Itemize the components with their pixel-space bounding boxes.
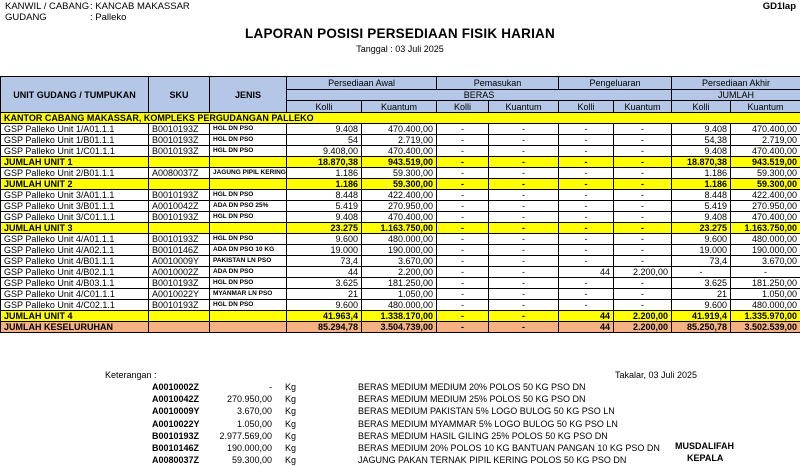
cell-awal-k: 41.963,4: [287, 311, 362, 322]
cell-awal-k: 9.408: [287, 212, 362, 223]
cell-in-k: -: [437, 223, 489, 234]
cell-out-k: -: [559, 289, 614, 300]
cell-out-k: 44: [559, 267, 614, 278]
note-unit: Kg: [285, 393, 296, 405]
cell-jenis: PAKISTAN LN PSO: [210, 256, 287, 267]
kanwil-value: : KANCAB MAKASSAR: [90, 1, 190, 12]
cell-out-k: -: [559, 223, 614, 234]
col-pengeluaran-header: Pengeluaran: [559, 77, 672, 90]
cell-in-k: -: [437, 124, 489, 135]
col-kuantum-header: Kuantum: [614, 101, 672, 113]
cell-jenis: ADA DN PSO: [210, 267, 287, 278]
note-unit: Kg: [285, 430, 296, 442]
cell-in-k: -: [437, 168, 489, 179]
cell-awal-q: 943.519,00: [362, 157, 437, 168]
cell-sku: [149, 322, 210, 333]
cell-jenis: [210, 223, 287, 234]
cell-out-q: 2.200,00: [614, 267, 672, 278]
cell-akhir-k: 3.625: [672, 278, 731, 289]
cell-in-q: -: [489, 201, 559, 212]
cell-in-k: -: [437, 212, 489, 223]
cell-akhir-k: 1.186: [672, 168, 731, 179]
cell-sku: B0010193Z: [149, 300, 210, 311]
cell-unit: JUMLAH UNIT 1: [1, 157, 149, 168]
cell-akhir-k: 9.408: [672, 124, 731, 135]
beras-header: BERAS: [287, 90, 672, 101]
table-row: [1, 300, 800, 311]
cell-akhir-k: 19.000: [672, 245, 731, 256]
cell-in-q: -: [489, 289, 559, 300]
cell-sku: A0080037Z: [149, 168, 210, 179]
table-row: [1, 267, 800, 278]
cell-out-q: -: [614, 157, 672, 168]
col-pemasukan-header: Pemasukan: [437, 77, 559, 90]
signer-name: MUSDALIFAH: [675, 441, 734, 451]
cell-out-q: -: [614, 168, 672, 179]
cell-jenis: HGL DN PSO: [210, 190, 287, 201]
cell-akhir-k: 8.448: [672, 190, 731, 201]
cell-jenis: [210, 311, 287, 322]
cell-in-q: -: [489, 234, 559, 245]
cell-in-q: -: [489, 179, 559, 190]
cell-unit: GSP Palleko Unit 4/B01.1.1: [1, 256, 149, 267]
cell-awal-k: 18.870,38: [287, 157, 362, 168]
cell-awal-q: 1.163.750,00: [362, 223, 437, 234]
table-row: [1, 234, 800, 245]
cell-awal-k: 1.186: [287, 179, 362, 190]
subtotal-row: [1, 157, 800, 168]
note-desc: JAGUNG PAKAN TERNAK PIPIL KERING POLOS 50 KG PSO DN: [358, 454, 626, 466]
col-kuantum-header: Kuantum: [731, 101, 800, 113]
cell-jenis: ADA DN PSO 10 KG: [210, 245, 287, 256]
cell-jenis: JAGUNG PIPIL KERING: [210, 168, 287, 179]
cell-in-q: -: [489, 311, 559, 322]
note-unit: Kg: [285, 405, 296, 417]
cell-unit: GSP Palleko Unit 1/A01.1.1: [1, 124, 149, 135]
note-value: 1.050,00: [200, 418, 272, 430]
cell-sku: B0010146Z: [149, 245, 210, 256]
cell-awal-q: 1.338.170,00: [362, 311, 437, 322]
cell-awal-k: 44: [287, 267, 362, 278]
cell-akhir-k: 1.186: [672, 179, 731, 190]
cell-unit: JUMLAH UNIT 3: [1, 223, 149, 234]
cell-sku: A0010002Z: [149, 267, 210, 278]
cell-awal-k: 54: [287, 135, 362, 146]
cell-akhir-q: 270.950,00: [731, 201, 800, 212]
cell-unit: GSP Palleko Unit 4/C02.1.1: [1, 300, 149, 311]
cell-jenis: MYANMAR LN PSO: [210, 289, 287, 300]
cell-sku: [149, 179, 210, 190]
cell-in-k: -: [437, 179, 489, 190]
cell-out-k: -: [559, 245, 614, 256]
cell-in-q: -: [489, 124, 559, 135]
col-kolli-header: Kolli: [672, 101, 731, 113]
cell-out-q: -: [614, 300, 672, 311]
cell-akhir-q: 943.519,00: [731, 157, 800, 168]
office-row: KANTOR CABANG MAKASSAR, KOMPLEKS PERGUDANGAN PALLEKO: [1, 113, 800, 124]
cell-jenis: HGL DN PSO: [210, 124, 287, 135]
cell-in-k: -: [437, 201, 489, 212]
cell-awal-k: 85.294,78: [287, 322, 362, 333]
cell-out-k: -: [559, 179, 614, 190]
cell-awal-k: 9.408,00: [287, 146, 362, 157]
col-kuantum-header: Kuantum: [362, 101, 437, 113]
cell-out-k: -: [559, 212, 614, 223]
cell-akhir-q: 3.502.539,00: [731, 322, 800, 333]
note-code: A0010022Y: [152, 418, 232, 430]
col-kolli-header: Kolli: [437, 101, 489, 113]
cell-awal-k: 21: [287, 289, 362, 300]
cell-akhir-q: 59.300,00: [731, 179, 800, 190]
notes-label: Keterangan :: [105, 370, 157, 380]
note-desc: BERAS MEDIUM 20% POLOS 10 KG BANTUAN PANGAN 10 KG PSO DN: [358, 442, 660, 454]
cell-out-q: -: [614, 245, 672, 256]
cell-unit: GSP Palleko Unit 4/B03.1.1: [1, 278, 149, 289]
cell-unit: JUMLAH UNIT 4: [1, 311, 149, 322]
report-date: Tanggal : 03 Juli 2025: [0, 44, 800, 54]
cell-awal-q: 190.000,00: [362, 245, 437, 256]
cell-sku: B0010193Z: [149, 212, 210, 223]
cell-jenis: ADA DN PSO 25%: [210, 201, 287, 212]
cell-out-k: -: [559, 146, 614, 157]
table-row: [1, 256, 800, 267]
cell-akhir-q: 480.000,00: [731, 234, 800, 245]
cell-awal-q: 2.200,00: [362, 267, 437, 278]
cell-out-q: -: [614, 124, 672, 135]
cell-awal-q: 470.400,00: [362, 124, 437, 135]
cell-unit: GSP Palleko Unit 4/B02.1.1: [1, 267, 149, 278]
cell-unit: JUMLAH KESELURUHAN: [1, 322, 149, 333]
cell-akhir-k: 9.600: [672, 234, 731, 245]
cell-in-k: -: [437, 245, 489, 256]
note-value: 59.300,00: [200, 454, 272, 466]
cell-akhir-q: 190.000,00: [731, 245, 800, 256]
note-code: A0010009Y: [152, 405, 232, 417]
cell-akhir-q: 470.400,00: [731, 124, 800, 135]
cell-awal-k: 3.625: [287, 278, 362, 289]
note-value: 2.977.569,00: [200, 430, 272, 442]
cell-out-k: -: [559, 201, 614, 212]
cell-in-k: -: [437, 300, 489, 311]
subtotal-row: [1, 311, 800, 322]
cell-akhir-k: 18.870,38: [672, 157, 731, 168]
cell-out-q: 2.200,00: [614, 311, 672, 322]
cell-in-k: -: [437, 278, 489, 289]
cell-awal-q: 422.400,00: [362, 190, 437, 201]
cell-unit: GSP Palleko Unit 4/C01.1.1: [1, 289, 149, 300]
cell-out-q: -: [614, 212, 672, 223]
cell-in-k: -: [437, 234, 489, 245]
cell-akhir-q: 59.300,00: [731, 168, 800, 179]
cell-unit: GSP Palleko Unit 4/A02.1.1: [1, 245, 149, 256]
cell-out-k: -: [559, 124, 614, 135]
note-code: B0010193Z: [152, 430, 232, 442]
cell-akhir-q: 422.400,00: [731, 190, 800, 201]
cell-jenis: HGL DN PSO: [210, 146, 287, 157]
note-desc: BERAS MEDIUM HASIL GILING 25% POLOS 50 KG PSO DN: [358, 430, 608, 442]
subtotal-row: [1, 179, 800, 190]
cell-awal-k: 19.000: [287, 245, 362, 256]
cell-sku: B0010193Z: [149, 135, 210, 146]
cell-in-k: -: [437, 289, 489, 300]
note-value: 3.670,00: [200, 405, 272, 417]
cell-jenis: HGL DN PSO: [210, 300, 287, 311]
cell-in-k: -: [437, 157, 489, 168]
col-kolli-header: Kolli: [287, 101, 362, 113]
cell-akhir-k: 9.408: [672, 146, 731, 157]
note-unit: Kg: [285, 454, 296, 466]
cell-akhir-k: 23.275: [672, 223, 731, 234]
cell-sku: [149, 223, 210, 234]
cell-akhir-k: 41.919,4: [672, 311, 731, 322]
cell-unit: GSP Palleko Unit 3/B01.1.1: [1, 201, 149, 212]
table-row: [1, 201, 800, 212]
cell-jenis: [210, 179, 287, 190]
table-row: [1, 245, 800, 256]
cell-akhir-q: -: [731, 267, 800, 278]
cell-awal-q: 59.300,00: [362, 168, 437, 179]
cell-akhir-k: 9.600: [672, 300, 731, 311]
cell-awal-k: 9.408: [287, 124, 362, 135]
note-code: A0010042Z: [152, 393, 232, 405]
cell-awal-q: 480.000,00: [362, 234, 437, 245]
cell-awal-q: 470.400,00: [362, 146, 437, 157]
cell-jenis: [210, 157, 287, 168]
cell-out-k: -: [559, 168, 614, 179]
cell-akhir-k: 85.250,78: [672, 322, 731, 333]
table-row: [1, 168, 800, 179]
cell-akhir-q: 1.335.970,00: [731, 311, 800, 322]
table-row: [1, 289, 800, 300]
cell-unit: GSP Palleko Unit 3/A01.1.1: [1, 190, 149, 201]
cell-in-q: -: [489, 190, 559, 201]
note-desc: BERAS MEDIUM PAKISTAN 5% LOGO BULOG 50 KG PSO LN: [358, 405, 615, 417]
col-unit-header: UNIT GUDANG / TUMPUKAN: [1, 77, 149, 113]
cell-out-k: 44: [559, 322, 614, 333]
cell-in-q: -: [489, 322, 559, 333]
cell-in-k: -: [437, 311, 489, 322]
cell-akhir-q: 480.000,00: [731, 300, 800, 311]
cell-out-q: -: [614, 223, 672, 234]
note-value: 270.950,00: [200, 393, 272, 405]
table-row: [1, 135, 800, 146]
note-desc: BERAS MEDIUM MEDIUM 25% POLOS 50 KG PSO DN: [358, 393, 586, 405]
table-row: [1, 278, 800, 289]
stock-table: [0, 76, 800, 333]
table-row: [1, 124, 800, 135]
col-awal-header: Persediaan Awal: [287, 77, 437, 90]
cell-out-q: -: [614, 201, 672, 212]
cell-akhir-k: 54,38: [672, 135, 731, 146]
cell-jenis: HGL DN PSO: [210, 234, 287, 245]
cell-awal-q: 181.250,00: [362, 278, 437, 289]
cell-akhir-k: -: [672, 267, 731, 278]
cell-out-q: -: [614, 179, 672, 190]
cell-awal-q: 480.000,00: [362, 300, 437, 311]
cell-in-q: -: [489, 146, 559, 157]
cell-out-q: -: [614, 289, 672, 300]
kanwil-label: KANWIL / CABANG: [5, 1, 89, 12]
cell-unit: GSP Palleko Unit 1/C01.1.1: [1, 146, 149, 157]
cell-in-q: -: [489, 300, 559, 311]
cell-out-k: -: [559, 157, 614, 168]
cell-sku: A0010009Y: [149, 256, 210, 267]
cell-sku: B0010193Z: [149, 124, 210, 135]
cell-akhir-k: 9.408: [672, 212, 731, 223]
grand-total-row: [1, 322, 800, 333]
cell-out-q: -: [614, 256, 672, 267]
cell-in-k: -: [437, 322, 489, 333]
cell-out-q: 2.200,00: [614, 322, 672, 333]
place-date: Takalar, 03 Juli 2025: [615, 370, 697, 380]
cell-sku: B0010193Z: [149, 234, 210, 245]
note-value: 190.000,00: [200, 442, 272, 454]
cell-in-k: -: [437, 135, 489, 146]
cell-sku: A0010042Z: [149, 201, 210, 212]
cell-awal-k: 5.419: [287, 201, 362, 212]
cell-in-q: -: [489, 245, 559, 256]
note-unit: Kg: [285, 418, 296, 430]
cell-out-k: -: [559, 190, 614, 201]
report-code: GD1lap: [763, 1, 796, 12]
cell-unit: GSP Palleko Unit 2/B01.1.1: [1, 168, 149, 179]
col-kuantum-header: Kuantum: [489, 101, 559, 113]
table-row: [1, 212, 800, 223]
col-sku-header: SKU: [149, 77, 210, 113]
cell-out-q: -: [614, 278, 672, 289]
gudang-label: GUDANG: [5, 12, 47, 23]
cell-out-k: -: [559, 135, 614, 146]
cell-in-q: -: [489, 168, 559, 179]
note-value: -: [200, 381, 272, 393]
cell-awal-q: 59.300,00: [362, 179, 437, 190]
cell-jenis: HGL DN PSO: [210, 278, 287, 289]
cell-akhir-q: 1.050,00: [731, 289, 800, 300]
cell-out-k: -: [559, 278, 614, 289]
note-unit: Kg: [285, 442, 296, 454]
cell-awal-k: 1.186: [287, 168, 362, 179]
cell-out-q: -: [614, 146, 672, 157]
cell-out-q: -: [614, 234, 672, 245]
col-kolli-header: Kolli: [559, 101, 614, 113]
cell-out-k: -: [559, 300, 614, 311]
jumlah-header: JUMLAH: [672, 90, 800, 101]
cell-awal-k: 8.448: [287, 190, 362, 201]
cell-akhir-q: 470.400,00: [731, 212, 800, 223]
cell-awal-q: 3.670,00: [362, 256, 437, 267]
col-jenis-header: JENIS: [210, 77, 287, 113]
report-title: LAPORAN POSISI PERSEDIAAN FISIK HARIAN: [0, 26, 800, 41]
cell-out-k: 44: [559, 311, 614, 322]
cell-in-k: -: [437, 267, 489, 278]
table-row: [1, 190, 800, 201]
note-desc: BERAS MEDIUM MEDIUM 20% POLOS 50 KG PSO DN: [358, 381, 586, 393]
cell-out-k: -: [559, 256, 614, 267]
cell-unit: GSP Palleko Unit 4/A01.1.1: [1, 234, 149, 245]
cell-in-k: -: [437, 256, 489, 267]
table-row: [1, 146, 800, 157]
note-desc: BERAS MEDIUM MYAMMAR 5% LOGO BULOG 50 KG PSO LN: [358, 418, 618, 430]
cell-akhir-q: 470.400,00: [731, 146, 800, 157]
cell-sku: A0010022Y: [149, 289, 210, 300]
gudang-value: : Palleko: [90, 12, 126, 23]
cell-awal-q: 2.719,00: [362, 135, 437, 146]
cell-akhir-q: 1.163.750,00: [731, 223, 800, 234]
cell-sku: [149, 311, 210, 322]
cell-in-q: -: [489, 157, 559, 168]
cell-awal-q: 1.050,00: [362, 289, 437, 300]
note-unit: Kg: [285, 381, 296, 393]
note-code: A0080037Z: [152, 454, 232, 466]
cell-unit: GSP Palleko Unit 1/B01.1.1: [1, 135, 149, 146]
cell-in-q: -: [489, 212, 559, 223]
note-code: A0010002Z: [152, 381, 232, 393]
cell-in-q: -: [489, 267, 559, 278]
cell-akhir-k: 5.419: [672, 201, 731, 212]
cell-awal-k: 9.600: [287, 234, 362, 245]
cell-out-q: -: [614, 135, 672, 146]
cell-jenis: HGL DN PSO: [210, 135, 287, 146]
cell-sku: B0010193Z: [149, 146, 210, 157]
cell-jenis: HGL DN PSO: [210, 212, 287, 223]
cell-sku: [149, 157, 210, 168]
cell-awal-k: 73,4: [287, 256, 362, 267]
cell-in-q: -: [489, 135, 559, 146]
cell-in-k: -: [437, 190, 489, 201]
cell-sku: B0010193Z: [149, 190, 210, 201]
cell-out-k: -: [559, 234, 614, 245]
cell-in-q: -: [489, 223, 559, 234]
subtotal-row: [1, 223, 800, 234]
cell-unit: GSP Palleko Unit 3/C01.1.1: [1, 212, 149, 223]
cell-awal-k: 9.600: [287, 300, 362, 311]
cell-akhir-q: 2.719,00: [731, 135, 800, 146]
cell-awal-q: 270.950,00: [362, 201, 437, 212]
cell-awal-k: 23.275: [287, 223, 362, 234]
cell-unit: JUMLAH UNIT 2: [1, 179, 149, 190]
cell-in-q: -: [489, 278, 559, 289]
cell-sku: B0010193Z: [149, 278, 210, 289]
cell-in-k: -: [437, 146, 489, 157]
cell-akhir-q: 181.250,00: [731, 278, 800, 289]
cell-in-q: -: [489, 256, 559, 267]
col-akhir-header: Persediaan Akhir: [672, 77, 800, 90]
cell-awal-q: 3.504.739,00: [362, 322, 437, 333]
cell-out-q: -: [614, 190, 672, 201]
note-code: B0010146Z: [152, 442, 232, 454]
cell-akhir-k: 73,4: [672, 256, 731, 267]
cell-awal-q: 470.400,00: [362, 212, 437, 223]
signer-title: KEPALA: [687, 453, 723, 463]
cell-jenis: [210, 322, 287, 333]
cell-akhir-k: 21: [672, 289, 731, 300]
cell-akhir-q: 3.670,00: [731, 256, 800, 267]
